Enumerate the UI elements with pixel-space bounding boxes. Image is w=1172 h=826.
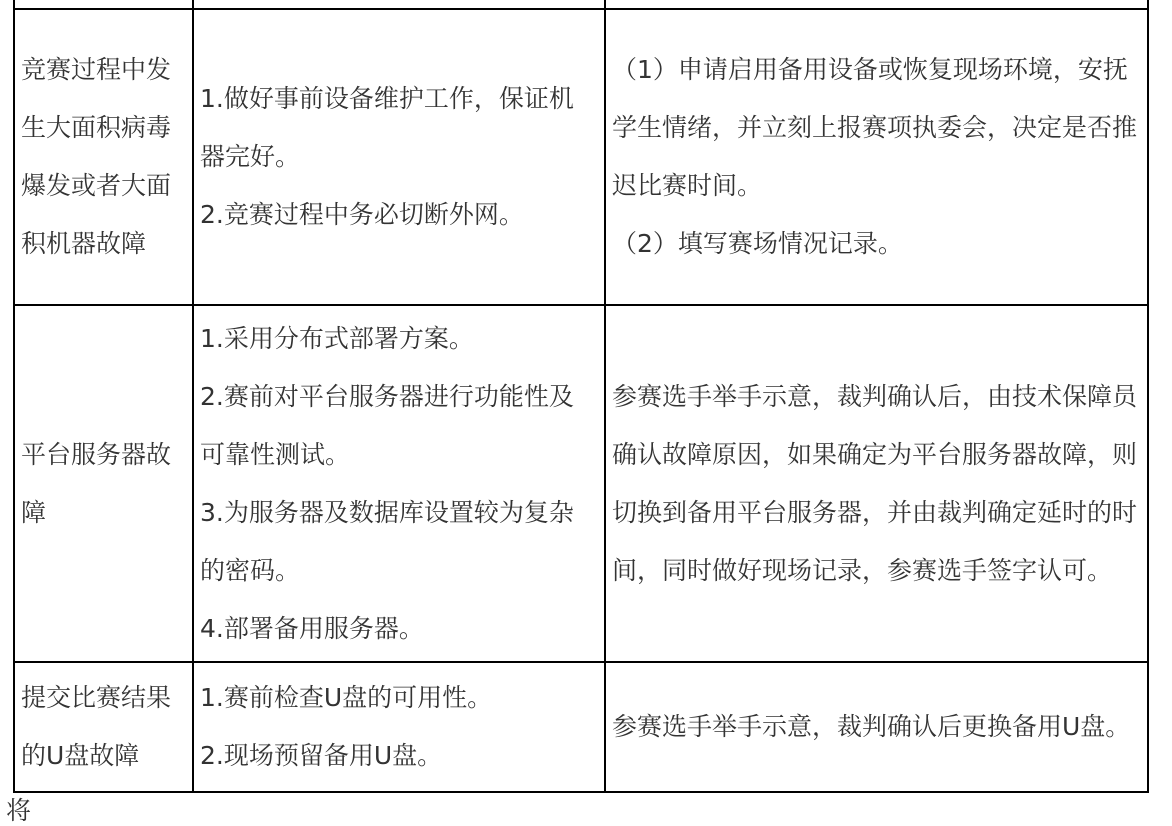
table-row <box>14 9 1148 305</box>
situation-cell <box>14 9 193 305</box>
handling-item: （1）申请启用备用设备或恢复现场环境，安抚学生情绪，并立刻上报赛项执委会，决定是否推迟比赛时间。 <box>612 55 1138 200</box>
table-cell <box>605 0 1148 9</box>
situation-cell <box>14 305 193 662</box>
handling-item: 参赛选手举手示意，裁判确认后更换备用U盘。 <box>612 712 1131 741</box>
situation-text: 竞赛过程中发生大面积病毒爆发或者大面积机器故障 <box>21 55 172 258</box>
footer-text: 将 <box>6 796 32 825</box>
prevention-item: 1.做好事前设备维护工作，保证机器完好。 <box>200 84 574 171</box>
prevention-item: 2.竞赛过程中务必切断外网。 <box>200 200 524 229</box>
situation-cell <box>14 662 193 792</box>
table-row <box>14 305 1148 662</box>
prevention-item: 4.部署备用服务器。 <box>200 613 424 643</box>
prevention-item: 3.为服务器及数据库设置较为复杂的密码。 <box>200 497 574 585</box>
situation-text: 提交比赛结果的U盘故障 <box>21 683 172 770</box>
handling-cell <box>605 305 1148 662</box>
situation-text: 平台服务器故障 <box>21 439 172 527</box>
prevention-item: 1.赛前检查U盘的可用性。 <box>200 683 493 712</box>
handling-cell <box>605 662 1148 792</box>
prevention-cell <box>193 305 605 662</box>
prevention-item: 2.赛前对平台服务器进行功能性及可靠性测试。 <box>200 381 574 469</box>
table-cell <box>14 0 193 9</box>
emergency-table <box>13 0 1149 793</box>
table-cell <box>193 0 605 9</box>
handling-item: 参赛选手举手示意，裁判确认后，由技术保障员确认故障原因，如果确定为平台服务器故障，则切换到备用平台服务器，并由裁判确定延时的时间，同时做好现场记录，参赛选手签字认可。 <box>612 381 1138 585</box>
table-row <box>14 662 1148 792</box>
handling-cell <box>605 9 1148 305</box>
prevention-item: 1.采用分布式部署方案。 <box>200 323 474 353</box>
handling-item: （2）填写赛场情况记录。 <box>612 229 903 258</box>
table-row-top-cut <box>14 0 1148 9</box>
prevention-cell <box>193 662 605 792</box>
prevention-cell <box>193 9 605 305</box>
prevention-item: 2.现场预留备用U盘。 <box>200 741 443 770</box>
